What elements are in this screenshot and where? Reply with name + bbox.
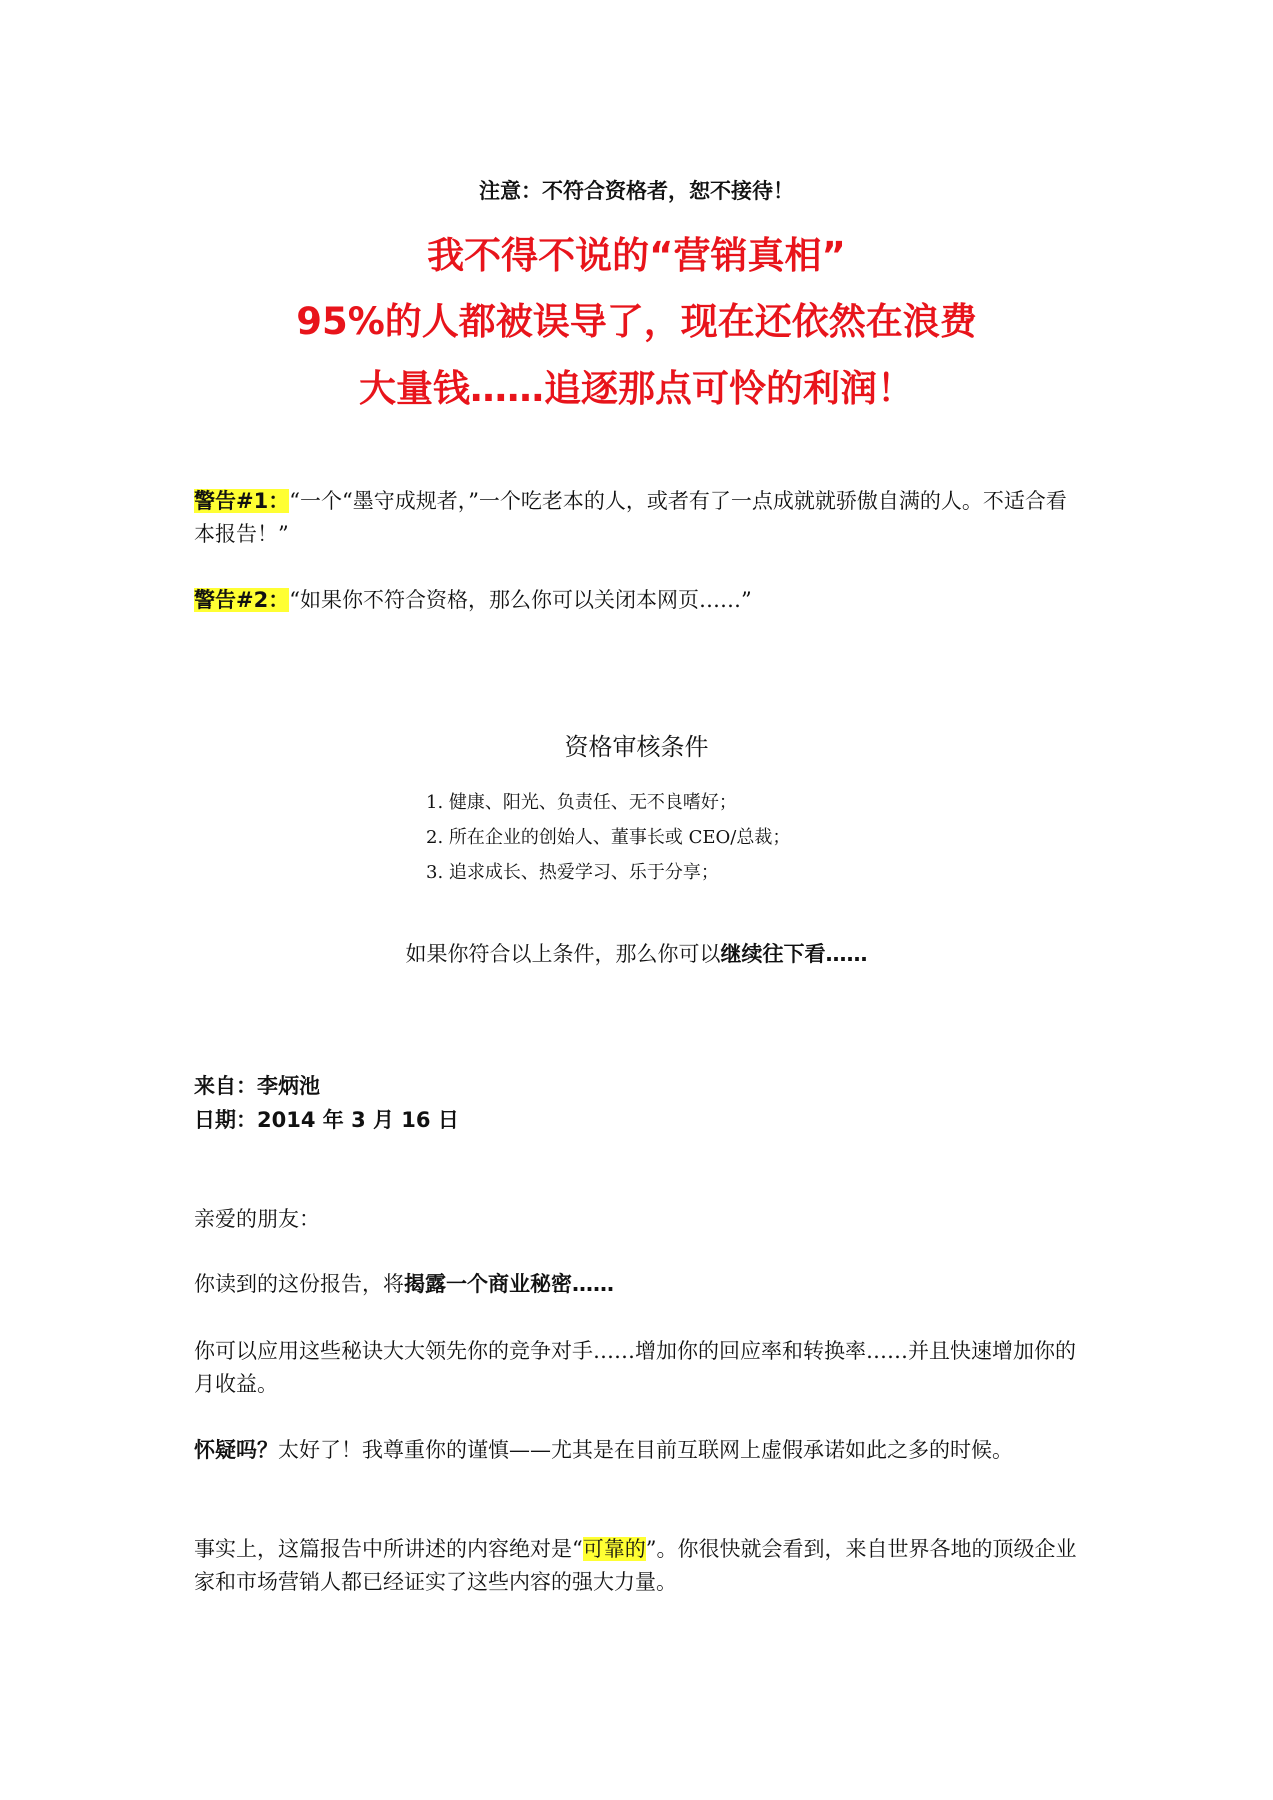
headline-line-1: 我不得不说的“营销真相” [427, 234, 846, 277]
conditions-list [426, 785, 790, 890]
p1-text: 你读到的这份报告，将 [194, 1272, 404, 1296]
headline-line-2: 95%的人都被误导了，现在还依然在浪费 [296, 300, 977, 343]
warning-2-text: “如果你不符合资格，那么你可以关闭本网页……” [289, 588, 752, 612]
p4-post: ”。你很快就会看到，来自世界各地的顶级企业家和市场营销人都已经证实了这些内容的强大力量。 [194, 1537, 1077, 1594]
warning-2-label: 警告#2： [194, 588, 290, 612]
continue-reading-line [0, 938, 1273, 968]
greeting: 亲爱的朋友： [194, 1207, 320, 1231]
notice-text: 注意：不符合资格者，恕不接待！ [479, 179, 794, 203]
condition-item: 2. 所在企业的创始人、董事长或 CEO/总裁； [426, 827, 791, 848]
cta-bold: 继续往下看…… [720, 942, 868, 966]
cta-text: 如果你符合以上条件，那么你可以 [405, 942, 721, 966]
body-paragraph-1 [194, 1268, 1084, 1301]
from-line: 来自：李炳池 [194, 1074, 320, 1098]
p1-bold: 揭露一个商业秘密…… [404, 1272, 614, 1296]
p4-pre: 事实上，这篇报告中所讲述的内容绝对是“ [194, 1537, 583, 1561]
warning-2 [194, 584, 1084, 617]
warning-1-text: “一个“墨守成规者，”一个吃老本的人，或者有了一点成就就骄傲自满的人。不适合看本报告！” [194, 489, 1067, 546]
condition-item: 1. 健康、阳光、负责任、无不良嗜好； [426, 792, 737, 813]
p3-bold: 怀疑吗？ [194, 1438, 278, 1462]
headline-line-3: 大量钱……追逐那点可怜的利润！ [359, 367, 914, 410]
body-paragraph-4 [194, 1533, 1084, 1599]
warning-1 [194, 485, 1084, 551]
warning-1-label: 警告#1： [194, 489, 290, 513]
conditions-title: 资格审核条件 [564, 733, 709, 761]
body-paragraph-2: 你可以应用这些秘诀大大领先你的竞争对手……增加你的回应率和转换率……并且快速增加你的月收益。 [194, 1339, 1076, 1396]
body-paragraph-3 [194, 1434, 1084, 1467]
p3-text: 太好了！我尊重你的谨慎——尤其是在目前互联网上虚假承诺如此之多的时候。 [278, 1438, 1013, 1462]
condition-item: 3. 追求成长、热爱学习、乐于分享； [426, 862, 719, 883]
p4-highlight: 可靠的 [582, 1537, 646, 1561]
date-line: 日期：2014 年 3 月 16 日 [194, 1108, 459, 1132]
